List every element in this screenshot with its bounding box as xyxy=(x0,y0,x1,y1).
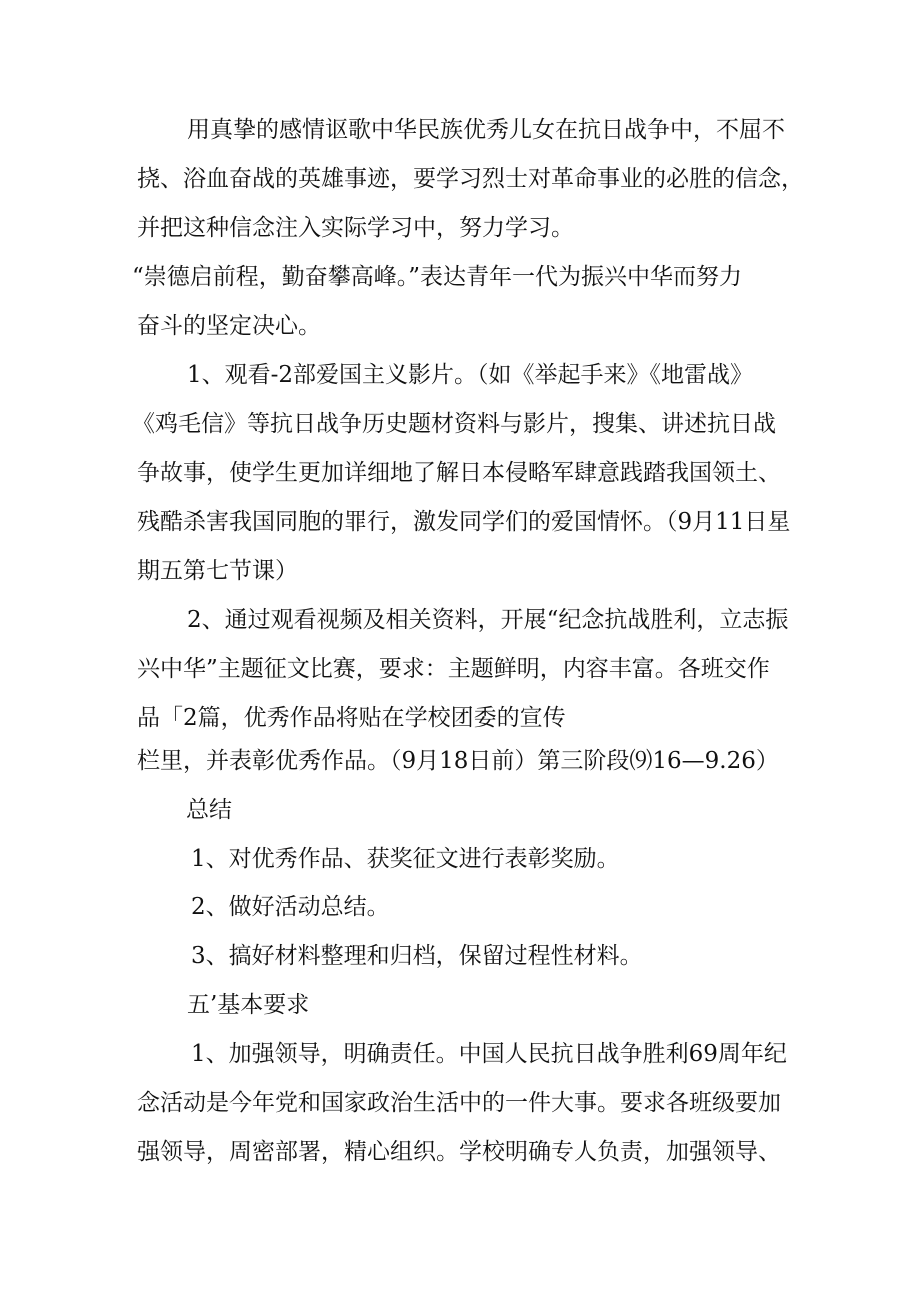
text-line: 兴中华”主题征文比赛，要求：主题鲜明，内容丰富。各班交作 xyxy=(137,656,770,682)
text-line: 并把这种信念注入实际学习中，努力学习。 xyxy=(137,215,574,241)
text-line: 栏里，并表彰优秀作品。（9月18日前）第三阶段⑼16—9.26） xyxy=(137,748,779,774)
text-line: 《鸡毛信》等抗日战争历史题材资料与影片，搜集、讲述抗日战 xyxy=(132,411,776,437)
text-line: 残酷杀害我国同胞的罪行，激发同学们的爱国情怀。（9月11日星 xyxy=(137,509,791,535)
text-line: 期五第七节课） xyxy=(137,558,298,584)
text-line: 强领导，周密部署，精心组织。学校明确专人负责，加强领导、 xyxy=(137,1139,781,1165)
list-item: 3、搞好材料整理和归档，保留过程性材料。 xyxy=(191,943,643,969)
list-item: 2、做好活动总结。 xyxy=(191,894,390,920)
text-line: 1、观看-2部爱国主义影片。（如《举起手来》《地雷战》 xyxy=(187,362,754,388)
section-heading: 五’基本要求 xyxy=(187,992,310,1018)
text-line: “崇德启前程，勤奋攀高峰。”表达青年一代为振兴中华而努力 xyxy=(132,264,743,290)
list-item: 1、对优秀作品、获奖征文进行表彰奖励。 xyxy=(191,846,620,872)
section-heading: 总结 xyxy=(186,797,232,823)
text-line: 奋斗的坚定决心。 xyxy=(137,313,321,339)
text-line: 念活动是今年党和国家政治生活中的一件大事。要求各班级要加 xyxy=(137,1090,781,1116)
text-line: 品「2篇，优秀作品将贴在学校团委的宣传 xyxy=(137,705,566,731)
text-line: 争故事，使学生更加详细地了解日本侵略军肆意践踏我国领土、 xyxy=(137,460,781,486)
text-line: 1、加强领导，明确责任。中国人民抗日战争胜利69周年纪 xyxy=(191,1041,787,1067)
text-line: 用真挚的感情讴歌中华民族优秀儿女在抗日战争中，不屈不 xyxy=(187,117,785,143)
text-line: 挠、浴血奋战的英雄事迹，要学习烈士对革命事业的必胜的信念， xyxy=(137,166,804,192)
text-line: 2、通过观看视频及相关资料，开展“纪念抗战胜利，立志振 xyxy=(187,607,789,633)
